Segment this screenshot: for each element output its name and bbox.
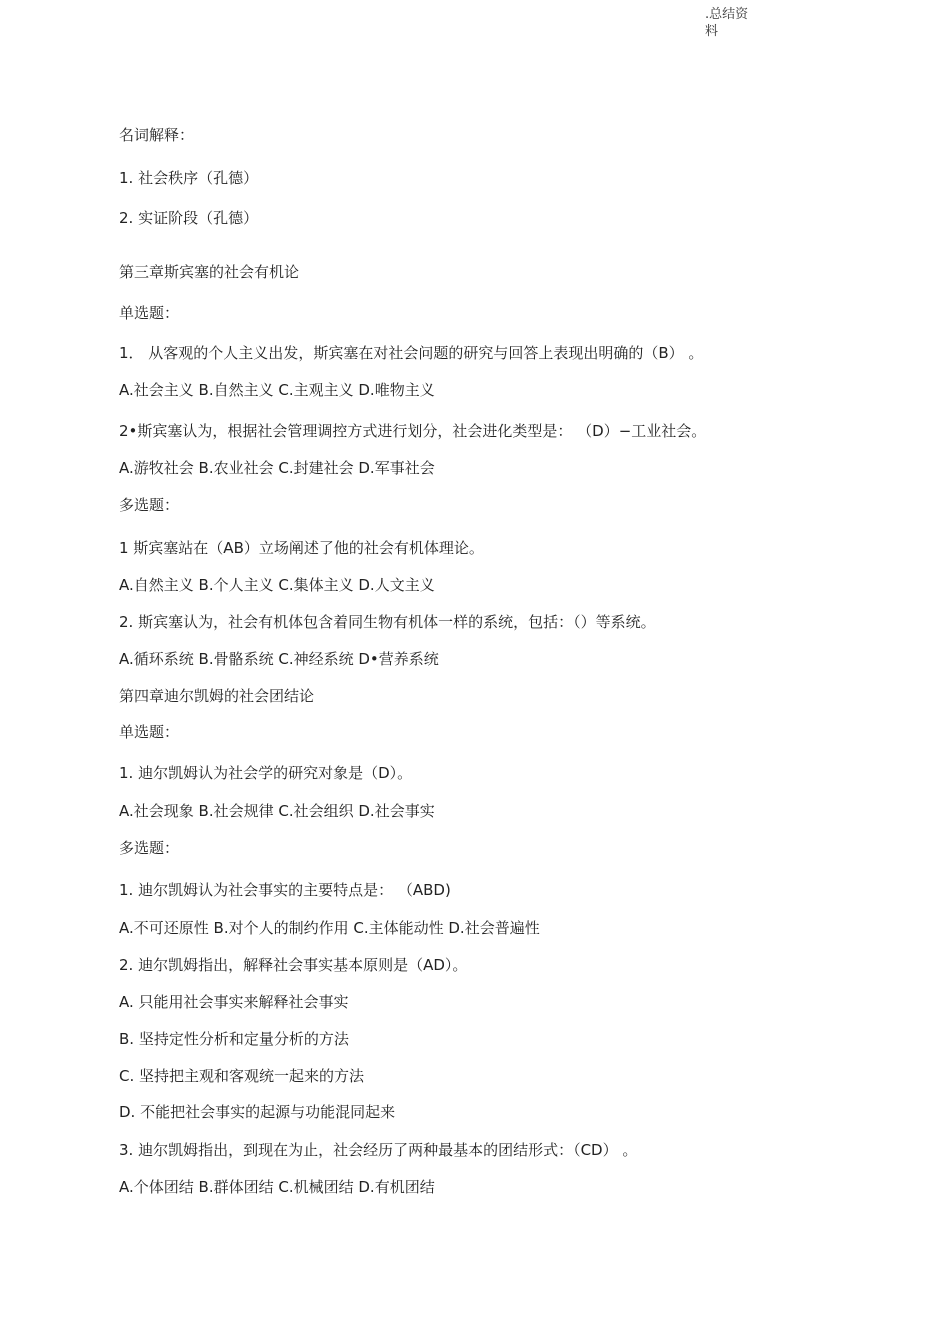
term-item: 2. 实证阶段（孔德）	[119, 209, 259, 227]
answer-options: A.社会主义 B.自然主义 C.主观主义 D.唯物主义	[119, 381, 435, 399]
section-label-multi-choice: 多选题：	[119, 496, 180, 514]
answer-options: A.社会现象 B.社会规律 C.社会组织 D.社会事实	[119, 802, 435, 820]
question: 1 斯宾塞站在（AB）立场阐述了他的社会有机体理论。	[119, 539, 484, 557]
answer-option: D. 不能把社会事实的起源与功能混同起来	[119, 1103, 396, 1121]
answer-options: A.循环系统 B.骨骼系统 C.神经系统 D•营养系统	[119, 650, 439, 668]
question: 1． 从客观的个人主义出发，斯宾塞在对社会问题的研究与回答上表现出明确的（B） 。	[119, 344, 704, 362]
page-header	[705, 6, 765, 40]
section-label-terms: 名词解释：	[119, 126, 195, 144]
answer-option: B. 坚持定性分析和定量分析的方法	[119, 1030, 349, 1048]
answer-option: A. 只能用社会事实来解释社会事实	[119, 993, 349, 1011]
header-line-2: 料	[705, 24, 719, 39]
answer-options: A.自然主义 B.个人主义 C.集体主义 D.人文主义	[119, 576, 435, 594]
question: 2•斯宾塞认为，根据社会管理调控方式进行划分，社会进化类型是： （D）−工业社会。	[119, 422, 707, 440]
chapter-title: 第三章斯宾塞的社会有机论	[119, 263, 300, 281]
answer-option: C. 坚持把主观和客观统一起来的方法	[119, 1067, 365, 1085]
term-item: 1. 社会秩序（孔德）	[119, 169, 259, 187]
section-label-single-choice: 单选题：	[119, 723, 180, 741]
chapter-title: 第四章迪尔凯姆的社会团结论	[119, 687, 315, 705]
question: 1. 迪尔凯姆认为社会事实的主要特点是： （ABD)	[119, 881, 451, 899]
header-line-1: .总结资	[705, 7, 749, 22]
section-label-single-choice: 单选题：	[119, 304, 180, 322]
answer-options: A.不可还原性 B.对个人的制约作用 C.主体能动性 D.社会普遍性	[119, 919, 540, 937]
question: 2. 迪尔凯姆指出，解释社会事实基本原则是（AD）。	[119, 956, 468, 974]
question: 1. 迪尔凯姆认为社会学的研究对象是（D）。	[119, 764, 413, 782]
answer-options: A.个体团结 B.群体团结 C.机械团结 D.有机团结	[119, 1178, 435, 1196]
question: 3. 迪尔凯姆指出，到现在为止，社会经历了两种最基本的团结形式：（CD） 。	[119, 1141, 638, 1159]
section-label-multi-choice: 多选题：	[119, 839, 180, 857]
answer-options: A.游牧社会 B.农业社会 C.封建社会 D.军事社会	[119, 459, 435, 477]
question: 2. 斯宾塞认为，社会有机体包含着同生物有机体一样的系统，包括：（）等系统。	[119, 613, 656, 631]
